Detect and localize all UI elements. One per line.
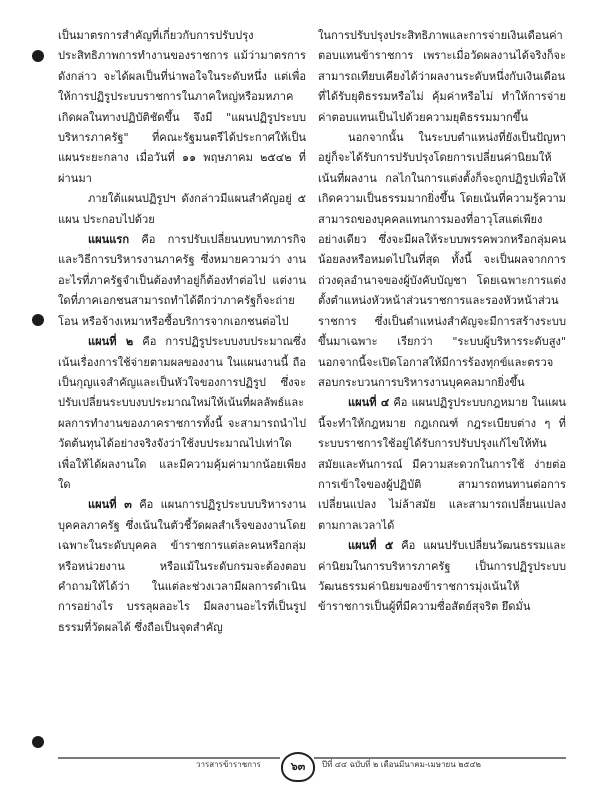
footer-journal-name: วารสารข้าราชการ (196, 760, 261, 769)
footer-rule-left (58, 757, 280, 759)
footer-rule-right (314, 757, 566, 759)
paragraph: แผนแรก คือ การปรับเปลี่ยนบทบาทภารกิจและวิธีการบริหารงานภาครัฐ ซึ่งหมายความว่า งานอะไรที่ภาครัฐจำเป็นต้องทำอยู่ก็ต้องทำต่อไป แต่งานใดที่ภาคเอกชนสามารถทำได้ดีกว่าภาครัฐก็จะถ่ายโอน หรือจ้างเหมาหรือซื้อบริการจากเอกชนต่อไป (58, 233, 306, 328)
binder-hole-middle (32, 314, 44, 326)
paragraph: แผนที่ ๔ คือ แผนปฏิรูประบบกฎหมาย ในแผนนี้จะทำให้กฎหมาย กฎเกณฑ์ กฎระเบียบต่าง ๆ ที่ระบบราชการใช้อยู่ได้รับการปรับปรุงแก้ไขให้ทันสมัยและทันการณ์ มีความสะดวกในการใช้ ง่ายต่อการเข้าใจของผู้ปฏิบัติ สามารถทนทานต่อการเปลี่ยนแปลง ไม่ล้าสมัย และสามารถเปลี่ยนแปลงตามกาลเวลาได้ (318, 396, 566, 532)
binder-hole-top (32, 50, 44, 62)
paragraph: ในการปรับปรุงประสิทธิภาพและการจ่ายเงินเดือนค่าตอบแทนข้าราชการ เพราะเมื่อวัดผลงานได้จริงก็จะสามารถเทียบเคียงได้ว่าผลงานระดับหนึ่งกับเงินเดือนที่ได้รับยุติธรรมหรือไม่ คุ้มค่าหรือไม่ ทำให้การจ่ายค่าตอบแทนเป็นไปด้วยความยุติธรรมมากขึ้น (318, 29, 566, 124)
paragraph: แผนที่ ๒ คือ การปฏิรูประบบงบประมาณซึ่งเน้นเรื่องการใช้จ่ายตามผลของงาน ในแผนงานนี้ ถือเป็นกุญแจสำคัญและเป็นหัวใจของการปฏิรูป ซึ่งจะปรับเปลี่ยนระบบงบประมาณใหม่ให้เน้นที่ผลลัพธ์และผลการทำงานของภาคราชการทั้งนี้ จะสามารถนำไปวัดต้นทุนได้อย่างจริงจังว่าใช้งบประมาณไปเท่าใดเพื่อให้ได้ผลงานใด และมีความคุ้มค่ามากน้อยเพียงใด (58, 335, 306, 491)
paragraph: แผนที่ ๓ คือ แผนการปฏิรูประบบบริหารงานบุคคลภาครัฐ ซึ่งเน้นในตัวชี้วัดผลสำเร็จของงานโดยเฉพาะในระดับบุคคล ข้าราชการแต่ละคนหรือกลุ่มหรือหน่วยงาน หรือแม้ในระดับกรมจะต้องตอบคำถามให้ได้ว่า ในแต่ละช่วงเวลามีผลการดำเนินการอย่างไร บรรลุผลอะไร มีผลงานอะไรที่เป็นรูปธรรมที่วัดผลได้ ซึ่งถือเป็นจุดสำคัญ (58, 498, 306, 634)
right-text-column (318, 26, 566, 618)
paragraph: แผนที่ ๕ คือ แผนปรับเปลี่ยนวัฒนธรรมและค่านิยมในการบริหารภาครัฐ เป็นการปฏิรูประบบวัฒนธรรมค่านิยมของข้าราชการมุ่งเน้นให้ข้าราชการเป็นผู้ที่มีความซื่อสัตย์สุจริต ยึดมั่น (318, 539, 566, 614)
left-text-column (58, 26, 306, 638)
paragraph: ภายใต้แผนปฏิรูปฯ ดังกล่าวมีแผนสำคัญอยู่ ๕ แผน ประกอบไปด้วย (58, 192, 306, 226)
paragraph: เป็นมาตรการสำคัญที่เกี่ยวกับการปรับปรุงประสิทธิภาพการทำงานของราชการ แม้ว่ามาตรการดังกล่าว จะได้ผลเป็นที่น่าพอใจในระดับหนึ่ง แต่เพื่อให้การปฏิรูประบบราชการในภาคใหญ่หรือมหภาคเกิดผลในทางปฏิบัติชัดขึ้น จึงมี "แผนปฏิรูประบบบริหารภาครัฐ" ที่คณะรัฐมนตรีได้ประกาศให้เป็นแผนระยะกลาง เมื่อวันที่ ๑๑ พฤษภาคม ๒๕๔๒ ที่ผ่านมา (58, 29, 306, 185)
binder-hole-bottom (32, 736, 44, 748)
page-number: ๖๓ (281, 752, 315, 782)
paragraph: นอกจากนั้น ในระบบตำแหน่งที่ยังเป็นปัญหาอยู่ก็จะได้รับการปรับปรุงโดยการเปลี่ยนค่านิยมให้เน้นที่ผลงาน กลไกในการแต่งตั้งก็จะถูกปฏิรูปเพื่อให้เกิดความเป็นธรรมมากยิ่งขึ้น โดยเน้นที่ความรู้ความสามารถของบุคคลแทนการมองที่อาวุโสแต่เพียงอย่างเดียว ซึ่งจะมีผลให้ระบบพรรคพวกหรือกลุ่มคนน้อยลงหรือหมดไปในที่สุด ทั้งนี้ จะเป็นผลจากการถ่วงดุลอำนาจของผู้บังคับบัญชา โดยเฉพาะการแต่งตั้งตำแหน่งหัวหน้าส่วนราชการและรองหัวหน้าส่วนราชการ ซึ่งเป็นตำแหน่งสำคัญจะมีการสร้างระบบขึ้นมาเฉพาะ เรียกว่า "ระบบผู้บริหารระดับสูง" นอกจากนี้จะเปิดโอกาสให้มีการร้องทุกข์และตรวจสอบกระบวนการบริหารงานบุคคลมากยิ่งขึ้น (318, 131, 566, 389)
footer-issue-info: ปีที่ ๔๔ ฉบับที่ ๒ เดือนมีนาคม-เมษายน ๒๕๔๒ (322, 760, 481, 769)
